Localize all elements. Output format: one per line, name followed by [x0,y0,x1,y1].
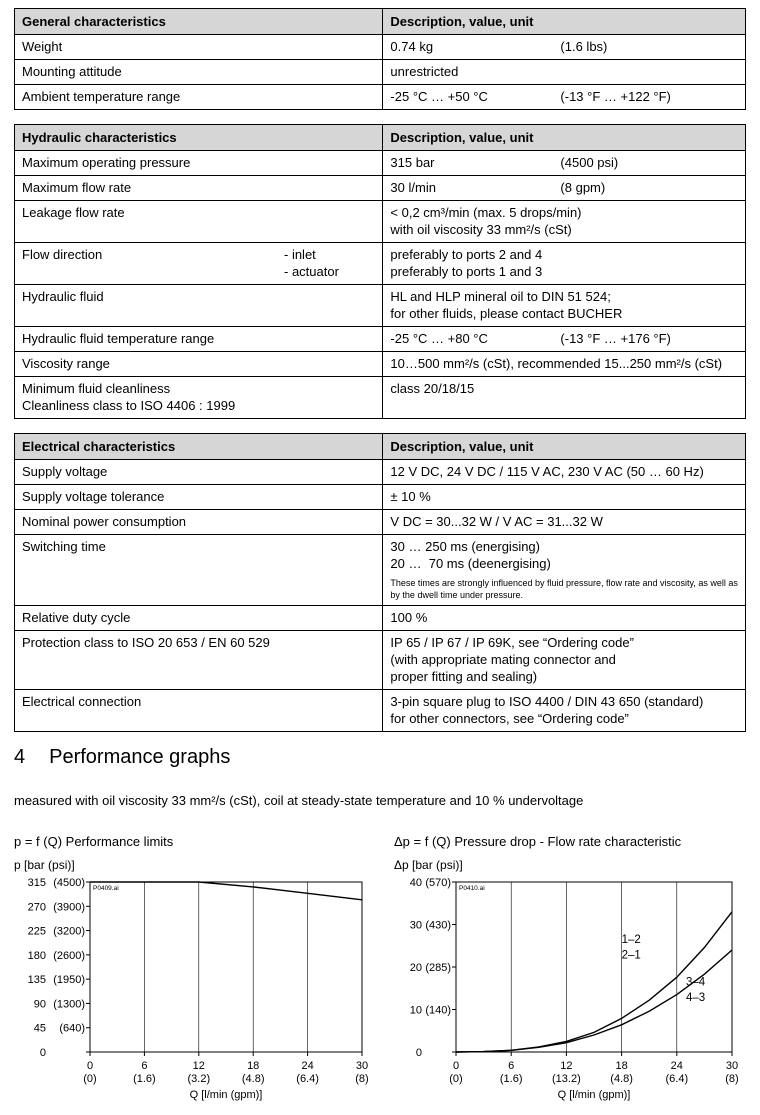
value-text: 100 % [390,610,428,625]
row-value [383,243,746,285]
svg-text:(2600): (2600) [53,949,85,962]
general-characteristics-table [14,8,746,110]
value-imperial: (8 gpm) [560,180,606,195]
row-label: Electrical connection [15,690,383,732]
svg-text:(0): (0) [449,1073,463,1085]
value-line: 30 … 250 ms (energising) [390,539,540,554]
row-label [15,377,383,419]
svg-text:225: 225 [27,925,46,938]
value-line: preferably to ports 2 and 4 [390,247,543,262]
table-row [15,631,746,690]
svg-text:P0409.ai: P0409.ai [93,885,119,892]
table-row [15,285,746,327]
value-metric: -25 °C … +50 °C [390,89,488,104]
row-value [383,151,746,176]
svg-text:40: 40 [409,877,422,889]
svg-text:18: 18 [247,1060,260,1072]
section-heading [14,746,746,769]
table-description-header: Description, value, unit [383,9,746,35]
value-imperial: (4500 psi) [560,155,619,170]
row-value [383,60,746,85]
value-line: for other connectors, see “Ordering code” [390,711,629,726]
chart-title: p = f (Q) Performance limits [14,834,174,849]
table-row [15,606,746,631]
table-row [15,176,746,201]
row-label: Nominal power consumption [15,510,383,535]
value-text: V DC = 30...32 W / V AC = 31...32 W [390,514,603,529]
table-row [15,377,746,419]
svg-text:(3.2): (3.2) [187,1073,211,1085]
svg-text:45: 45 [33,1022,46,1035]
svg-text:Q [l/min (gpm)]: Q [l/min (gpm)] [557,1089,631,1101]
table-row [15,85,746,110]
table-row [15,151,746,176]
svg-text:(8): (8) [725,1073,739,1085]
svg-text:6: 6 [141,1060,148,1072]
svg-text:(430): (430) [425,919,451,932]
row-label: Relative duty cycle [15,606,383,631]
svg-text:270: 270 [27,901,46,914]
chart-y-axis-label: p [bar (psi)] [14,858,75,872]
table-header-row [15,9,746,35]
row-value [383,460,746,485]
row-value [383,631,746,690]
table-row [15,352,746,377]
row-label: Supply voltage [15,460,383,485]
svg-text:(1.6): (1.6) [133,1073,156,1085]
table-row [15,327,746,352]
row-value [383,690,746,732]
svg-text:(140): (140) [425,1004,451,1017]
performance-limits-chart [14,874,372,1102]
svg-text:(13.2): (13.2) [552,1073,581,1085]
row-label: Hydraulic fluid [15,285,383,327]
row-label [15,243,383,285]
svg-text:90: 90 [33,998,46,1011]
svg-text:(285): (285) [425,962,451,974]
row-value [383,35,746,60]
value-text: unrestricted [390,64,459,79]
svg-text:24: 24 [301,1060,314,1072]
value-line: < 0,2 cm³/min (max. 5 drops/min) [390,205,582,220]
table-row [15,690,746,732]
svg-text:4–3: 4–3 [686,992,706,1004]
value-imperial: (-13 °F … +122 °F) [560,89,671,104]
row-value [383,485,746,510]
svg-text:180: 180 [27,949,46,962]
svg-text:(3900): (3900) [53,901,85,914]
svg-text:20: 20 [409,962,422,974]
svg-text:(1950): (1950) [53,974,85,987]
pressure-drop-chart [394,874,744,1102]
svg-text:(6.4): (6.4) [296,1073,319,1085]
svg-text:(3200): (3200) [53,925,85,938]
value-footnote: These times are strongly influenced by fluid pressure, flow rate and viscosity, as well as by the dwell time under pressure. [390,578,738,600]
table-row [15,485,746,510]
row-value [383,535,746,606]
svg-text:30: 30 [355,1060,369,1072]
value-metric: 315 bar [390,155,435,170]
value-text: 10…500 mm²/s (cSt), recommended 15...250 mm²/s (cSt) [390,356,723,371]
svg-text:(4500): (4500) [53,877,85,889]
value-text: ± 10 % [390,489,431,504]
table-title: Electrical characteristics [15,434,383,460]
svg-text:3–4: 3–4 [686,976,706,989]
section-number: 4 [14,746,26,768]
row-label: Weight [15,35,383,60]
value-line: HL and HLP mineral oil to DIN 51 524; [390,289,611,304]
row-value [383,606,746,631]
value-metric: 30 l/min [390,180,436,195]
value-line: preferably to ports 1 and 3 [390,264,543,279]
svg-text:(4.8): (4.8) [241,1073,265,1085]
row-value [383,176,746,201]
row-label: Ambient temperature range [15,85,383,110]
performance-limits-chart-block [14,834,372,1105]
svg-text:24: 24 [670,1060,683,1072]
svg-text:P0410.ai: P0410.ai [459,885,485,892]
svg-text:(0): (0) [83,1073,97,1085]
row-label-line1: Minimum fluid cleanliness [22,381,171,396]
table-row [15,60,746,85]
value-imperial: (1.6 lbs) [560,39,608,54]
row-label: Switching time [15,535,383,606]
row-label: Maximum operating pressure [15,151,383,176]
svg-text:(570): (570) [425,877,451,889]
table-title: General characteristics [15,9,383,35]
value-text: 12 V DC, 24 V DC / 115 V AC, 230 V AC (50 … 60 Hz) [390,464,704,479]
value-line: 3-pin square plug to ISO 4400 / DIN 43 650 (standard) [390,694,704,709]
value-line: proper fitting and sealing) [390,669,538,684]
svg-text:315: 315 [27,877,46,889]
electrical-characteristics-table [14,433,746,732]
table-header-row [15,434,746,460]
svg-text:18: 18 [615,1060,628,1072]
svg-text:(6.4): (6.4) [665,1073,689,1085]
svg-text:(1.6): (1.6) [499,1073,523,1085]
table-row [15,35,746,60]
svg-text:(1300): (1300) [53,998,85,1011]
table-row [15,243,746,285]
value-line: with oil viscosity 33 mm²/s (cSt) [390,222,572,237]
svg-text:0: 0 [86,1060,94,1072]
row-value [383,285,746,327]
svg-text:Q [l/min (gpm)]: Q [l/min (gpm)] [189,1089,263,1101]
row-label-line2: Cleanliness class to ISO 4406 : 1999 [22,398,236,413]
table-row [15,510,746,535]
svg-text:(8): (8) [355,1073,369,1085]
hydraulic-characteristics-table [14,124,746,419]
table-description-header: Description, value, unit [383,125,746,151]
measurement-conditions-text: measured with oil viscosity 33 mm²/s (cSt), coil at steady-state temperature and 10 % undervoltage [14,793,584,808]
table-row [15,535,746,606]
sublabel-actuator: - actuator [284,264,339,279]
svg-text:0: 0 [39,1047,46,1059]
row-value [383,377,746,419]
svg-text:0: 0 [415,1047,422,1059]
section-title: Performance graphs [49,746,231,768]
value-metric: 0.74 kg [390,39,434,54]
table-header-row [15,125,746,151]
value-line: (with appropriate mating connector and [390,652,616,667]
value-metric: -25 °C … +80 °C [390,331,488,346]
table-title: Hydraulic characteristics [15,125,383,151]
row-label: Hydraulic fluid temperature range [15,327,383,352]
sublabel-inlet: - inlet [284,247,316,262]
svg-text:1–2: 1–2 [621,934,641,947]
svg-text:10: 10 [409,1004,422,1017]
row-label: Supply voltage tolerance [15,485,383,510]
row-value [383,352,746,377]
chart-y-axis-label: Δp [bar (psi)] [394,858,463,872]
pressure-drop-chart-block [394,834,744,1105]
table-row [15,201,746,243]
row-label: Protection class to ISO 20 653 / EN 60 529 [15,631,383,690]
row-value [383,201,746,243]
svg-text:30: 30 [409,919,422,932]
svg-text:135: 135 [27,974,46,987]
row-label: Maximum flow rate [15,176,383,201]
table-row [15,460,746,485]
value-line: 20 … 70 ms (deenergising) [390,556,551,571]
row-sublabels [284,246,339,280]
row-label: Mounting attitude [15,60,383,85]
chart-title: Δp = f (Q) Pressure drop - Flow rate characteristic [394,834,682,849]
svg-text:30: 30 [725,1060,739,1072]
svg-text:(4.8): (4.8) [610,1073,633,1085]
row-label: Leakage flow rate [15,201,383,243]
row-label-text: Flow direction [22,247,103,262]
value-line: IP 65 / IP 67 / IP 69K, see “Ordering code” [390,635,634,650]
row-label: Viscosity range [15,352,383,377]
value-imperial: (-13 °F … +176 °F) [560,331,671,346]
row-value [383,327,746,352]
svg-text:(640): (640) [59,1022,85,1035]
svg-text:2–1: 2–1 [621,949,641,962]
value-text: class 20/18/15 [390,381,475,396]
row-value [383,85,746,110]
performance-graphs [14,834,746,1105]
svg-text:6: 6 [508,1060,515,1072]
value-line: for other fluids, please contact BUCHER [390,306,623,321]
svg-text:0: 0 [452,1060,460,1072]
svg-text:12: 12 [192,1060,205,1072]
row-value [383,510,746,535]
svg-text:12: 12 [560,1060,573,1072]
table-description-header: Description, value, unit [383,434,746,460]
